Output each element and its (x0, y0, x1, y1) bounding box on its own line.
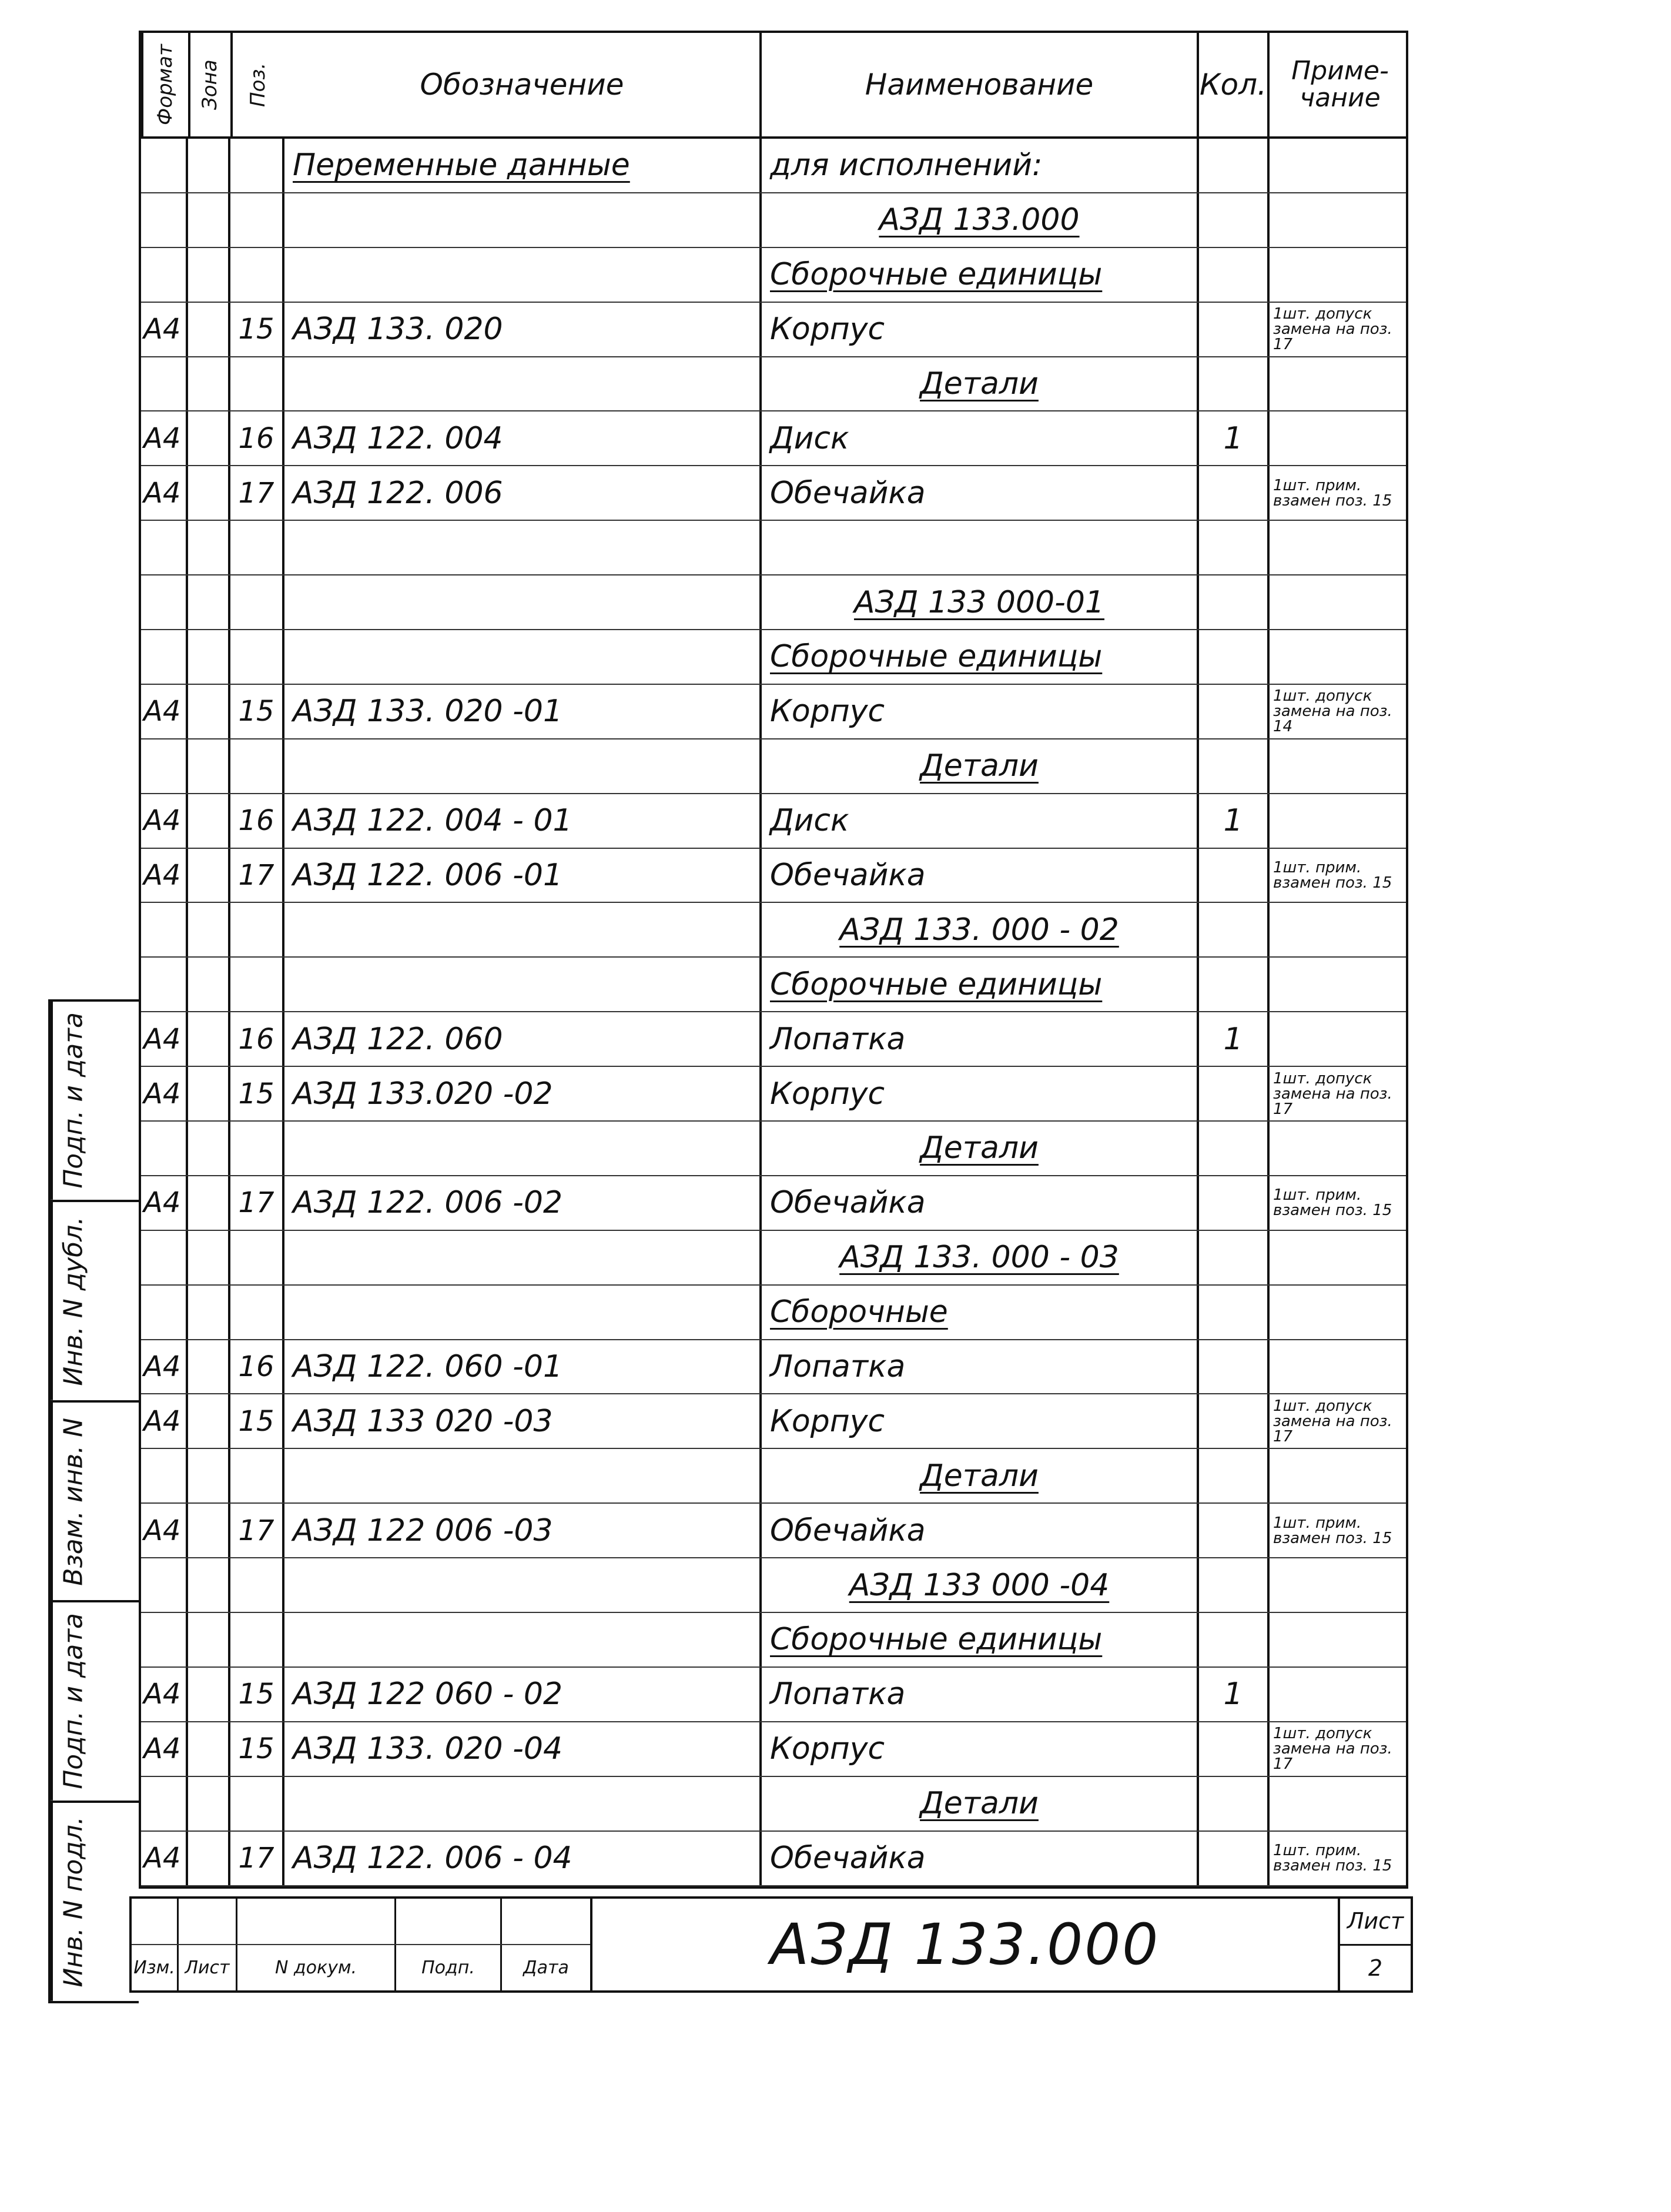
table-row (141, 1449, 1406, 1504)
name-cell: АЗД 133 000 -04 (762, 1558, 1199, 1612)
quantity-cell (1199, 1449, 1270, 1502)
position-cell: 16 (230, 1012, 284, 1066)
designation-cell (284, 193, 762, 247)
header-name: Наименование (762, 33, 1199, 136)
strip-cell (51, 1602, 139, 1803)
name-cell: Обечайка (762, 849, 1199, 902)
sheet-label: Лист (1340, 1899, 1411, 1946)
format-cell (141, 357, 188, 411)
note-cell: 1шт. прим. взамен поз. 15 (1273, 476, 1392, 510)
note-cell (1270, 1449, 1411, 1502)
format-cell (141, 1558, 188, 1612)
quantity-cell (1199, 1777, 1270, 1830)
format-cell (141, 903, 188, 956)
format-cell (141, 630, 188, 684)
zone-cell (188, 1668, 230, 1721)
format-cell (141, 248, 188, 302)
quantity-cell (1199, 248, 1270, 302)
note-cell (1270, 193, 1411, 247)
designation-cell (284, 1777, 762, 1830)
position-cell (230, 248, 284, 302)
zone-cell (188, 1504, 230, 1557)
table-row (141, 1777, 1406, 1832)
format-cell: А4 (141, 411, 188, 465)
name-cell: Обечайка (762, 1504, 1199, 1557)
designation-cell (284, 903, 762, 956)
designation-cell: АЗД 122. 060 (284, 1012, 762, 1066)
note-cell: 1шт. прим. взамен поз. 15 (1273, 1842, 1392, 1875)
format-cell (141, 1449, 188, 1502)
name-cell: Детали (762, 1777, 1199, 1830)
table-row (141, 903, 1406, 958)
name-cell: Сборочные единицы (762, 248, 1199, 302)
label-doc-number: N докум. (237, 1945, 396, 1990)
quantity-cell (1199, 521, 1270, 574)
designation-cell: АЗД 133.020 -02 (284, 1067, 762, 1120)
revision-table (132, 1899, 592, 1990)
quantity-cell (1199, 575, 1270, 629)
position-cell (230, 1122, 284, 1175)
designation-cell (284, 1122, 762, 1175)
name-cell: Лопатка (762, 1668, 1199, 1721)
format-cell (141, 958, 188, 1011)
format-cell: А4 (141, 794, 188, 848)
position-cell: 16 (230, 1340, 284, 1394)
quantity-cell (1199, 1340, 1270, 1394)
designation-cell (284, 630, 762, 684)
note-cell (1270, 739, 1411, 793)
quantity-cell (1199, 1067, 1270, 1120)
format-cell (141, 193, 188, 247)
zone-cell (188, 411, 230, 465)
quantity-cell (1199, 739, 1270, 793)
quantity-cell (1199, 1231, 1270, 1284)
zone-cell (188, 193, 230, 247)
header-zone: Зона (188, 33, 230, 136)
name-cell: АЗД 133. 000 - 03 (762, 1231, 1199, 1284)
name-cell: Диск (762, 794, 1199, 848)
table-row (141, 466, 1406, 521)
quantity-cell (1199, 903, 1270, 956)
table-row (141, 303, 1406, 357)
table-row (141, 1722, 1406, 1777)
quantity-cell (1199, 303, 1270, 356)
note-cell (1270, 630, 1411, 684)
zone-cell (188, 1286, 230, 1339)
designation-cell: АЗД 133. 020 -04 (284, 1722, 762, 1776)
position-cell (230, 1558, 284, 1612)
format-cell: А4 (141, 303, 188, 356)
zone-cell (188, 739, 230, 793)
table-row (141, 1340, 1406, 1395)
quantity-cell (1199, 1394, 1270, 1448)
quantity-cell (1199, 685, 1270, 738)
designation-cell (284, 248, 762, 302)
position-cell (230, 1231, 284, 1284)
zone-cell (188, 466, 230, 520)
position-cell (230, 1449, 284, 1502)
name-cell: Корпус (762, 685, 1199, 738)
position-cell (230, 139, 284, 192)
designation-cell (284, 575, 762, 629)
position-cell: 17 (230, 1832, 284, 1885)
zone-cell (188, 794, 230, 848)
note-cell: 1шт. допуск замена на поз. 17 (1273, 1397, 1392, 1445)
designation-cell: АЗД 122. 004 (284, 411, 762, 465)
strip-label: Взам. инв. N (51, 1403, 94, 1601)
name-cell: Корпус (762, 1394, 1199, 1448)
quantity-cell (1199, 1122, 1270, 1175)
position-cell (230, 575, 284, 629)
format-cell: А4 (141, 1012, 188, 1066)
name-cell: Детали (762, 1122, 1199, 1175)
strip-label: Подп. и дата (51, 1002, 94, 1200)
quantity-cell: 1 (1199, 411, 1270, 465)
format-cell (141, 1122, 188, 1175)
name-cell: Обечайка (762, 466, 1199, 520)
quantity-cell (1199, 1176, 1270, 1230)
position-cell (230, 958, 284, 1011)
table-row (141, 958, 1406, 1012)
position-cell: 15 (230, 685, 284, 738)
table-row (141, 411, 1406, 466)
note-cell (1270, 794, 1411, 848)
position-cell (230, 630, 284, 684)
label-change: Изм. (132, 1945, 179, 1990)
designation-cell (284, 521, 762, 574)
position-cell: 15 (230, 303, 284, 356)
label-signature: Подп. (396, 1945, 502, 1990)
name-cell: Сборочные единицы (762, 1613, 1199, 1666)
title-block (129, 1896, 1413, 1993)
zone-cell (188, 958, 230, 1011)
designation-cell: АЗД 122. 004 - 01 (284, 794, 762, 848)
note-cell: 1шт. допуск замена на поз. 17 (1273, 1069, 1392, 1118)
quantity-cell (1199, 1613, 1270, 1666)
position-cell: 17 (230, 1176, 284, 1230)
format-cell: А4 (141, 1722, 188, 1776)
designation-cell (284, 1231, 762, 1284)
table-row (141, 1012, 1406, 1067)
note-cell (1270, 903, 1411, 956)
table-row (141, 1176, 1406, 1231)
strip-cell (51, 1002, 139, 1202)
designation-cell: АЗД 122. 006 -02 (284, 1176, 762, 1230)
position-cell: 15 (230, 1394, 284, 1448)
note-cell (1270, 521, 1411, 574)
table-row (141, 1286, 1406, 1340)
position-cell (230, 739, 284, 793)
table-row (141, 357, 1406, 412)
designation-cell: АЗД 122. 060 -01 (284, 1340, 762, 1394)
name-cell: для исполнений: (762, 139, 1199, 192)
note-cell: 1шт. прим. взамен поз. 15 (1273, 859, 1392, 892)
position-cell (230, 903, 284, 956)
table-row (141, 849, 1406, 903)
quantity-cell (1199, 466, 1270, 520)
designation-cell: АЗД 133. 020 (284, 303, 762, 356)
zone-cell (188, 1449, 230, 1502)
zone-cell (188, 1012, 230, 1066)
format-cell: А4 (141, 466, 188, 520)
zone-cell (188, 849, 230, 902)
designation-cell: АЗД 122. 006 - 04 (284, 1832, 762, 1885)
format-cell (141, 1613, 188, 1666)
name-cell: Корпус (762, 1067, 1199, 1120)
revision-row (132, 1899, 590, 1945)
quantity-cell (1199, 1722, 1270, 1776)
format-cell (141, 139, 188, 192)
left-stamp-strip (48, 999, 139, 2003)
format-cell: А4 (141, 1340, 188, 1394)
header-qty: Кол. (1199, 33, 1270, 136)
note-cell (1270, 958, 1411, 1011)
sheet-number: 2 (1368, 1955, 1383, 1981)
designation-cell: АЗД 133. 020 -01 (284, 685, 762, 738)
designation-cell: АЗД 122 060 - 02 (284, 1668, 762, 1721)
name-cell: АЗД 133.000 (762, 193, 1199, 247)
format-cell: А4 (141, 1668, 188, 1721)
strip-label: Инв. N подл. (51, 1803, 94, 2001)
format-cell: А4 (141, 685, 188, 738)
format-cell: А4 (141, 1176, 188, 1230)
quantity-cell (1199, 1832, 1270, 1885)
table-row (141, 575, 1406, 630)
name-cell: Диск (762, 411, 1199, 465)
format-cell (141, 1231, 188, 1284)
zone-cell (188, 1067, 230, 1120)
table-row (141, 1668, 1406, 1722)
table-row (141, 1832, 1406, 1886)
format-cell (141, 1286, 188, 1339)
position-cell: 15 (230, 1067, 284, 1120)
name-cell: Лопатка (762, 1340, 1199, 1394)
name-cell: Корпус (762, 303, 1199, 356)
note-cell (1270, 139, 1411, 192)
table-row (141, 1394, 1406, 1449)
specification-table (139, 31, 1408, 1889)
position-cell: 16 (230, 794, 284, 848)
format-cell: А4 (141, 1504, 188, 1557)
zone-cell (188, 357, 230, 411)
note-cell (1270, 575, 1411, 629)
strip-cell (51, 1803, 139, 2001)
format-cell (141, 521, 188, 574)
designation-cell (284, 739, 762, 793)
note-cell: 1шт. прим. взамен поз. 15 (1273, 1514, 1392, 1547)
name-cell: Детали (762, 739, 1199, 793)
note-cell (1270, 1777, 1411, 1830)
zone-cell (188, 903, 230, 956)
quantity-cell (1199, 139, 1270, 192)
quantity-cell: 1 (1199, 1668, 1270, 1721)
zone-cell (188, 303, 230, 356)
header-note: Приме-чание (1291, 55, 1389, 113)
zone-cell (188, 630, 230, 684)
name-cell: Сборочные единицы (762, 958, 1199, 1011)
note-cell (1270, 411, 1411, 465)
strip-cell (51, 1202, 139, 1403)
zone-cell (188, 1176, 230, 1230)
table-row (141, 1558, 1406, 1613)
quantity-cell: 1 (1199, 794, 1270, 848)
note-cell (1270, 1558, 1411, 1612)
label-sheet: Лист (179, 1945, 237, 1990)
table-body (139, 139, 1408, 1889)
note-cell (1270, 248, 1411, 302)
quantity-cell (1199, 630, 1270, 684)
name-cell: Корпус (762, 1722, 1199, 1776)
format-cell (141, 575, 188, 629)
strip-cell (51, 1403, 139, 1603)
position-cell (230, 1613, 284, 1666)
quantity-cell (1199, 193, 1270, 247)
table-row (141, 1504, 1406, 1558)
format-cell (141, 739, 188, 793)
position-cell: 15 (230, 1668, 284, 1721)
quantity-cell (1199, 357, 1270, 411)
table-row (141, 685, 1406, 739)
name-cell: АЗД 133 000-01 (762, 575, 1199, 629)
header-pos: Поз. (230, 33, 284, 136)
zone-cell (188, 1558, 230, 1612)
format-cell: А4 (141, 1394, 188, 1448)
position-cell: 15 (230, 1722, 284, 1776)
table-row (141, 739, 1406, 794)
designation-cell (284, 357, 762, 411)
zone-cell (188, 575, 230, 629)
position-cell (230, 357, 284, 411)
position-cell (230, 193, 284, 247)
name-cell: Обечайка (762, 1176, 1199, 1230)
header-format: Формат (141, 33, 188, 136)
table-row (141, 1613, 1406, 1668)
quantity-cell (1199, 1558, 1270, 1612)
note-cell (1270, 1340, 1411, 1394)
zone-cell (188, 1832, 230, 1885)
note-cell (1270, 1286, 1411, 1339)
quantity-cell: 1 (1199, 1012, 1270, 1066)
note-cell (1270, 357, 1411, 411)
table-row (141, 193, 1406, 248)
designation-cell: АЗД 122 006 -03 (284, 1504, 762, 1557)
position-cell (230, 521, 284, 574)
zone-cell (188, 1613, 230, 1666)
designation-cell (284, 958, 762, 1011)
zone-cell (188, 1722, 230, 1776)
sheet-box (1338, 1899, 1411, 1990)
zone-cell (188, 1394, 230, 1448)
zone-cell (188, 1122, 230, 1175)
table-header (139, 31, 1408, 139)
note-cell: 1шт. допуск замена на поз. 17 (1273, 305, 1392, 354)
note-cell (1270, 1231, 1411, 1284)
zone-cell (188, 1777, 230, 1830)
zone-cell (188, 1340, 230, 1394)
name-cell: Лопатка (762, 1012, 1199, 1066)
format-cell: А4 (141, 1832, 188, 1885)
name-cell: Детали (762, 357, 1199, 411)
revision-labels (132, 1945, 590, 1990)
position-cell: 17 (230, 466, 284, 520)
note-cell: 1шт. допуск замена на поз. 17 (1273, 1725, 1392, 1773)
position-cell: 16 (230, 411, 284, 465)
note-cell (1270, 1012, 1411, 1066)
table-row (141, 139, 1406, 193)
quantity-cell (1199, 1286, 1270, 1339)
note-cell: 1шт. прим. взамен поз. 15 (1273, 1186, 1392, 1220)
designation-cell (284, 1286, 762, 1339)
format-cell (141, 1777, 188, 1830)
name-cell: Сборочные единицы (762, 630, 1199, 684)
strip-label: Подп. и дата (51, 1602, 94, 1801)
label-date: Дата (523, 1957, 569, 1978)
quantity-cell (1199, 849, 1270, 902)
table-row (141, 521, 1406, 575)
table-row (141, 1122, 1406, 1176)
designation-cell (284, 1558, 762, 1612)
position-cell (230, 1286, 284, 1339)
zone-cell (188, 521, 230, 574)
header-designation: Обозначение (284, 33, 762, 136)
position-cell (230, 1777, 284, 1830)
strip-label: Инв. N дубл. (51, 1202, 94, 1400)
note-cell (1270, 1613, 1411, 1666)
name-cell (762, 521, 1199, 574)
quantity-cell (1199, 958, 1270, 1011)
table-row (141, 794, 1406, 849)
table-row (141, 630, 1406, 685)
position-cell: 17 (230, 849, 284, 902)
zone-cell (188, 248, 230, 302)
zone-cell (188, 1231, 230, 1284)
note-cell (1270, 1668, 1411, 1721)
document-number: АЗД 133.000 (770, 1912, 1160, 1977)
table-row (141, 1231, 1406, 1286)
designation-cell (284, 1449, 762, 1502)
zone-cell (188, 685, 230, 738)
name-cell: Сборочные (762, 1286, 1199, 1339)
position-cell: 17 (230, 1504, 284, 1557)
zone-cell (188, 139, 230, 192)
note-cell (1270, 1122, 1411, 1175)
designation-cell: АЗД 133 020 -03 (284, 1394, 762, 1448)
name-cell: Детали (762, 1449, 1199, 1502)
format-cell: А4 (141, 1067, 188, 1120)
quantity-cell (1199, 1504, 1270, 1557)
designation-cell: АЗД 122. 006 (284, 466, 762, 520)
designation-cell (284, 1613, 762, 1666)
name-cell: Обечайка (762, 1832, 1199, 1885)
format-cell: А4 (141, 849, 188, 902)
designation-cell: Переменные данные (284, 139, 762, 192)
designation-cell: АЗД 122. 006 -01 (284, 849, 762, 902)
name-cell: АЗД 133. 000 - 02 (762, 903, 1199, 956)
table-row (141, 248, 1406, 303)
note-cell: 1шт. допуск замена на поз. 14 (1273, 687, 1392, 736)
table-row (141, 1067, 1406, 1122)
